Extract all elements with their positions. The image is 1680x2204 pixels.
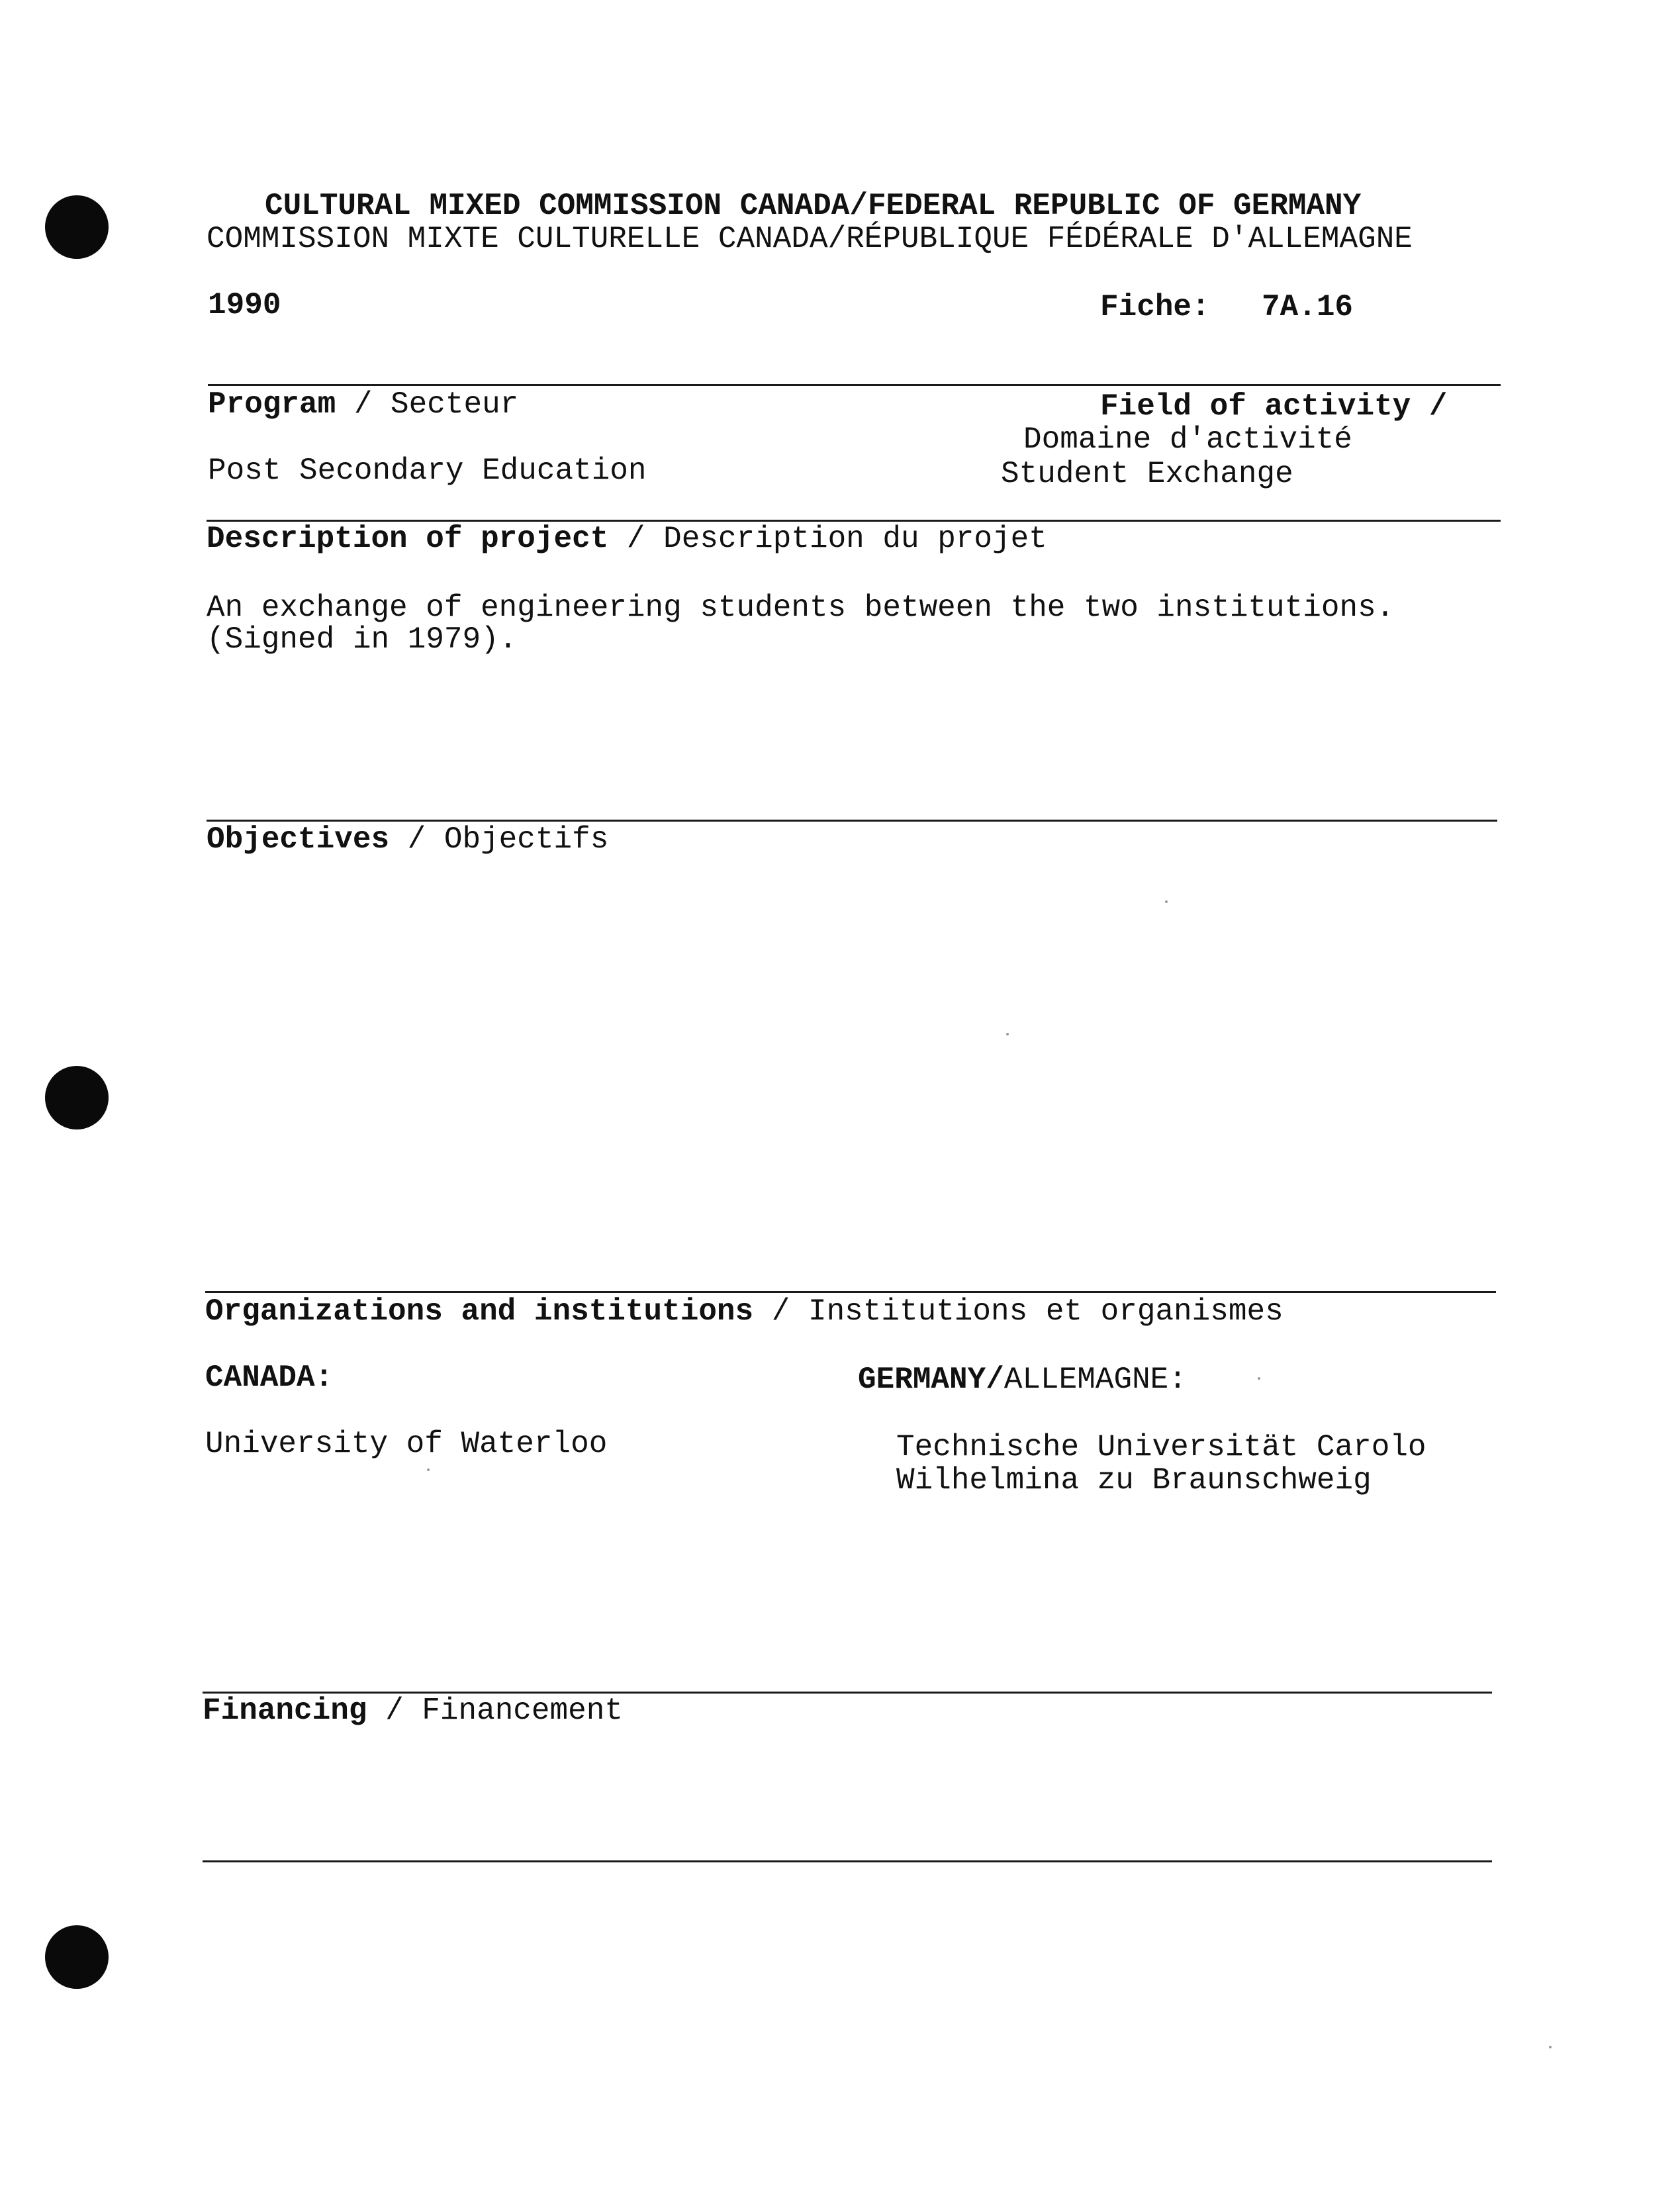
punch-hole-top bbox=[45, 195, 109, 259]
description-label-fr: / Description du projet bbox=[626, 522, 1047, 556]
organizations-label bbox=[205, 1294, 1283, 1329]
header-title-en: CULTURAL MIXED COMMISSION CANADA/FEDERAL REPUBLIC OF GERMANY bbox=[265, 189, 1362, 223]
header-year: 1990 bbox=[208, 288, 281, 322]
financing-label-fr: / Financement bbox=[385, 1694, 623, 1728]
program-label-fr: / Secteur bbox=[353, 387, 519, 422]
punch-hole-bottom bbox=[45, 1925, 109, 1989]
description-label-en: Description of project bbox=[207, 522, 609, 556]
description-text-line1: An exchange of engineering students between the two institutions. bbox=[207, 591, 1395, 625]
germany-label-rest: ALLEMAGNE: bbox=[1003, 1363, 1187, 1397]
divider-objectives bbox=[207, 820, 1497, 822]
scan-speck bbox=[1549, 2046, 1552, 2048]
divider-bottom bbox=[203, 1860, 1492, 1862]
scan-speck bbox=[1258, 1377, 1260, 1380]
financing-label-en: Financing bbox=[203, 1694, 367, 1728]
scan-speck bbox=[1165, 900, 1168, 903]
scan-speck bbox=[427, 1468, 430, 1471]
header-title-fr: COMMISSION MIXTE CULTURELLE CANADA/RÉPUBLIQUE FÉDÉRALE D'ALLEMAGNE bbox=[207, 222, 1413, 256]
organizations-label-fr: / Institutions et organismes bbox=[771, 1294, 1283, 1329]
canada-institution: University of Waterloo bbox=[205, 1427, 608, 1461]
field-of-activity-label-en: Field of activity / bbox=[1100, 389, 1448, 424]
header-fiche-label: Fiche: bbox=[1100, 290, 1210, 324]
divider-top bbox=[208, 384, 1501, 386]
objectives-label-fr: / Objectifs bbox=[407, 822, 609, 857]
scan-speck bbox=[1006, 1033, 1009, 1035]
field-of-activity-label-fr: Domaine d'activité bbox=[1023, 422, 1352, 457]
program-label-en: Program bbox=[208, 387, 336, 422]
germany-label bbox=[858, 1363, 1187, 1397]
objectives-label bbox=[207, 822, 608, 857]
germany-institution-line2: Wilhelmina zu Braunschweig bbox=[896, 1463, 1372, 1498]
program-value: Post Secondary Education bbox=[208, 454, 647, 488]
field-of-activity-value: Student Exchange bbox=[1001, 457, 1293, 491]
germany-institution-line1: Technische Universität Carolo bbox=[896, 1430, 1426, 1464]
organizations-label-en: Organizations and institutions bbox=[205, 1294, 754, 1329]
header-fiche-value: 7A.16 bbox=[1262, 290, 1354, 324]
punch-hole-middle bbox=[45, 1066, 109, 1129]
divider-organizations bbox=[205, 1291, 1496, 1293]
financing-label bbox=[203, 1694, 623, 1728]
description-text-line2: (Signed in 1979). bbox=[207, 622, 518, 657]
program-label bbox=[208, 387, 518, 422]
description-label bbox=[207, 522, 1047, 556]
germany-label-bold: GERMANY/ bbox=[858, 1363, 1004, 1397]
objectives-label-en: Objectives bbox=[207, 822, 390, 857]
canada-label: CANADA: bbox=[205, 1361, 334, 1395]
